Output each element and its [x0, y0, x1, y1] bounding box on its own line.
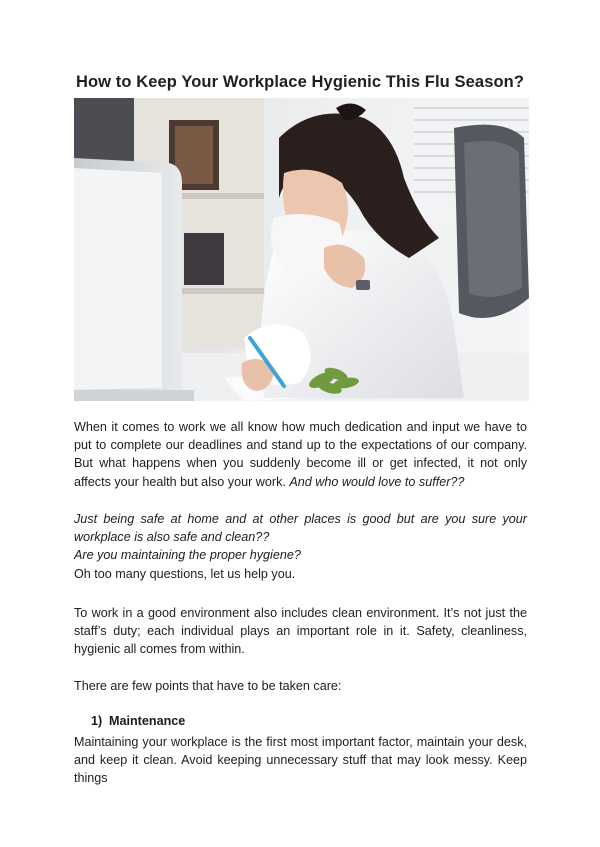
- intro-paragraph: [74, 418, 527, 491]
- points-intro-text: There are few points that have to be taken care:: [74, 679, 342, 693]
- hero-photo: [74, 98, 529, 401]
- environment-text: To work in a good environment also includes clean environment. It’s not just the staff’s duty; each individual plays an important role in it. Safety, cleanliness, hygienic all comes from within.: [74, 606, 527, 657]
- intro-text: When it comes to work we all know how much dedication and input we have to put to complete our deadlines and stand up to the expectations of our company. But what happens when you suddenly become ill or get infected, it not only affects your health but also your work.: [74, 420, 527, 489]
- maintenance-paragraph: [74, 733, 527, 788]
- intro-italic-question: And who would love to suffer??: [289, 474, 465, 489]
- section-heading-text: Maintenance: [109, 714, 186, 728]
- questions-paragraph: [74, 510, 527, 583]
- page-title: How to Keep Your Workplace Hygienic This Flu Season?: [75, 73, 525, 91]
- help-line: Oh too many questions, let us help you.: [74, 566, 296, 581]
- question-line-1: Just being safe at home and at other places is good but are you sure your workplace is also safe and clean??: [74, 512, 527, 545]
- section-number: 1): [91, 714, 103, 728]
- section-heading-maintenance: [91, 714, 185, 728]
- environment-paragraph: [74, 604, 527, 659]
- maintenance-text: Maintaining your workplace is the first most important factor, maintain your desk, and keep it clean. Avoid keeping unnecessary stuff that may look messy. Keep things: [74, 735, 527, 786]
- points-intro-paragraph: [74, 677, 527, 695]
- question-line-2: Are you maintaining the proper hygiene?: [74, 548, 301, 563]
- office-woman-sneezing-image: [74, 98, 529, 401]
